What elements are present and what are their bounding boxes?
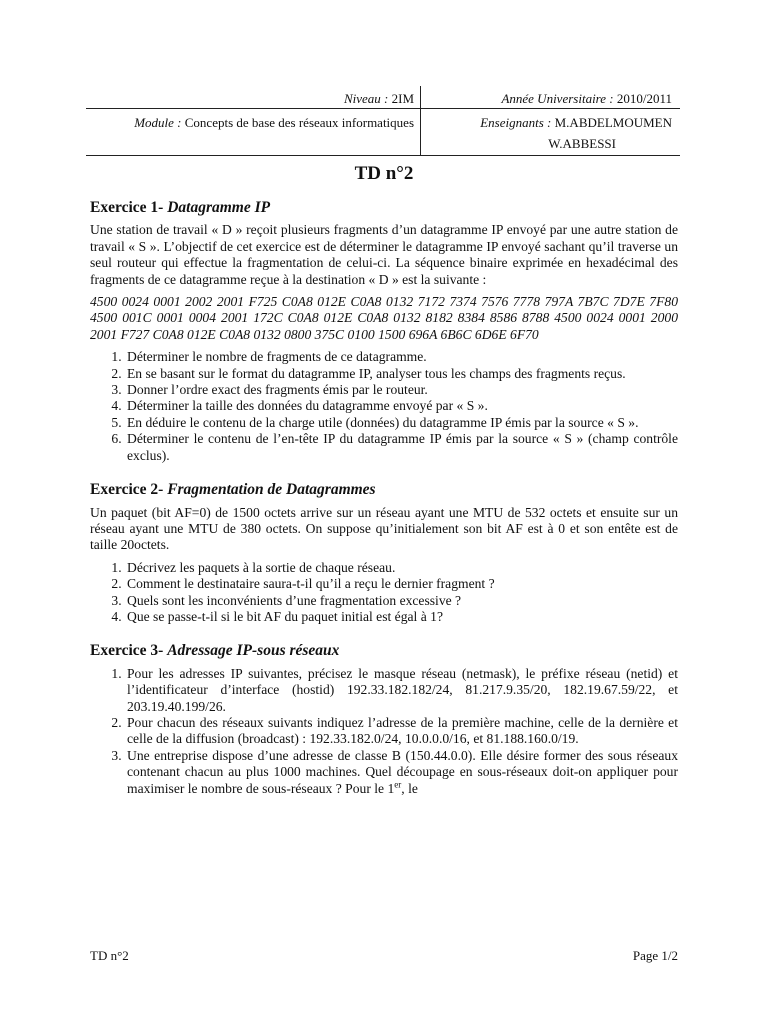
footer-left: TD n°2 bbox=[90, 948, 129, 963]
enseignants-label: Enseignants : bbox=[480, 115, 552, 130]
exercise-1-heading bbox=[90, 200, 678, 216]
niveau-label: Niveau : bbox=[343, 91, 389, 106]
document-body bbox=[90, 200, 678, 797]
list-item: 4. Que se passe-t-il si le bit AF du paquet initial est égal à 1? bbox=[125, 609, 678, 625]
header-divider bbox=[420, 86, 421, 156]
list-item bbox=[125, 748, 678, 797]
exercise-2-prefix: Exercice 2- bbox=[90, 481, 164, 499]
module-value: Concepts de base des réseaux informatiques bbox=[184, 115, 414, 130]
list-item: 2. Comment le destinataire saura-t-il qu’il a reçu le dernier fragment ? bbox=[125, 576, 678, 592]
list-item: 2. Pour chacun des réseaux suivants indiquez l’adresse de la première machine, celle de la dernière et celle de la diffusion (broadcast) : 192.33.182.0/24, 10.0.0.0/16, et 81.188.160.0/19. bbox=[125, 715, 678, 748]
enseignants-cell bbox=[480, 115, 672, 131]
module-label: Module : bbox=[134, 115, 182, 130]
exercise-3-name: Adressage IP-sous réseaux bbox=[167, 642, 340, 660]
exercise-1-questions bbox=[90, 349, 678, 464]
exercise-2-name: Fragmentation de Datagrammes bbox=[167, 481, 376, 499]
header-rule-bottom bbox=[86, 155, 680, 156]
list-item: 1. Décrivez les paquets à la sortie de chaque réseau. bbox=[125, 560, 678, 576]
annee-cell bbox=[501, 91, 672, 107]
exercise-2-questions bbox=[90, 560, 678, 626]
list-item: 3. Donner l’ordre exact des fragments émis par le routeur. bbox=[125, 382, 678, 398]
page-title: TD n°2 bbox=[354, 163, 414, 184]
exercise-2-intro: Un paquet (bit AF=0) de 1500 octets arrive sur un réseau ayant une MTU de 532 octets et ensuite sur un réseau ayant une MTU de 380 octets. On suppose qu’initialement son bit AF est à 0 et son entête est de taille 20octets. bbox=[90, 504, 678, 553]
list-item: 3. Quels sont les inconvénients d’une fragmentation excessive ? bbox=[125, 593, 678, 609]
list-item: 6. Déterminer le contenu de l’en-tête IP du datagramme IP émis par la source « S » (champ contrôle exclus). bbox=[125, 431, 678, 464]
niveau-cell bbox=[344, 91, 414, 107]
superscript-er: er bbox=[394, 779, 402, 790]
exercise-1-hex-sequence: 4500 0024 0001 2002 2001 F725 C0A8 012E C0A8 0132 7172 7374 7576 7778 797A 7B7C 7D7E 7F80 4500 001C 0001 0004 2001 172C C0A8 012E C0A8 0132 8182 8384 8586 8788 4500 0024 0001 2000 2001 F727 C0A8 012E C0A8 0132 0800 375C 0100 1500 696A 6B6C 6D6E 6F70 bbox=[90, 294, 678, 342]
header-table bbox=[86, 86, 680, 156]
exercise-1-name: Datagramme IP bbox=[167, 199, 271, 216]
exercise-3-heading bbox=[90, 643, 678, 659]
list-item: 4. Déterminer la taille des données du datagramme envoyé par « S ». bbox=[125, 398, 678, 414]
exercise-3-item-3-tail: , le bbox=[401, 780, 418, 796]
list-item: 1. Déterminer le nombre de fragments de ce datagramme. bbox=[125, 349, 678, 365]
exercise-1-intro: Une station de travail « D » reçoit plusieurs fragments d’un datagramme IP envoyé par une autre station de travail « S ». L’objectif de cet exercice est de déterminer le datagramme IP envoyé sachant qu’il traverse un seul routeur qui effectue la fragmentation de celui-ci. La séquence binaire exprimée en hexadécimal des fragments de ce datagramme reçue à la destination « D » est la suivante : bbox=[90, 222, 678, 287]
enseignant-2: W.ABBESSI bbox=[548, 136, 616, 151]
exercise-2-heading bbox=[90, 482, 678, 498]
module-cell bbox=[134, 115, 414, 131]
exercise-1-prefix: Exercice 1- bbox=[90, 199, 164, 216]
list-item: 5. En déduire le contenu de la charge utile (données) du datagramme IP émis par la source « S ». bbox=[125, 415, 678, 431]
niveau-value: 2IM bbox=[391, 91, 414, 106]
enseignant-1: M.ABDELMOUMEN bbox=[554, 115, 672, 130]
exercise-3-questions bbox=[90, 666, 678, 797]
exercise-3-item-3-text: Une entreprise dispose d’une adresse de classe B (150.44.0.0). Elle désire former des sous réseaux contenant chacun au plus 1000 machines. Quel découpage en sous-réseaux doit-on appliquer pour maximiser le nombre de sous-réseaux ? Pour le 1 bbox=[127, 747, 678, 796]
annee-value: 2010/2011 bbox=[616, 91, 672, 106]
footer-page-number: Page 1/2 bbox=[632, 948, 678, 963]
list-item: 1. Pour les adresses IP suivantes, précisez le masque réseau (netmask), le préfixe réseau (netid) et l’identificateur d’interface (hostid) 192.33.182.182/24, 81.217.9.35/20, 182.19.67.59/22, et 203.19.40.199/26. bbox=[125, 666, 678, 715]
exercise-3-prefix: Exercice 3- bbox=[90, 642, 164, 660]
header-rule-top bbox=[86, 108, 680, 109]
list-item: 2. En se basant sur le format du datagramme IP, analyser tous les champs des fragments reçus. bbox=[125, 366, 678, 382]
annee-label: Année Universitaire : bbox=[501, 91, 614, 106]
